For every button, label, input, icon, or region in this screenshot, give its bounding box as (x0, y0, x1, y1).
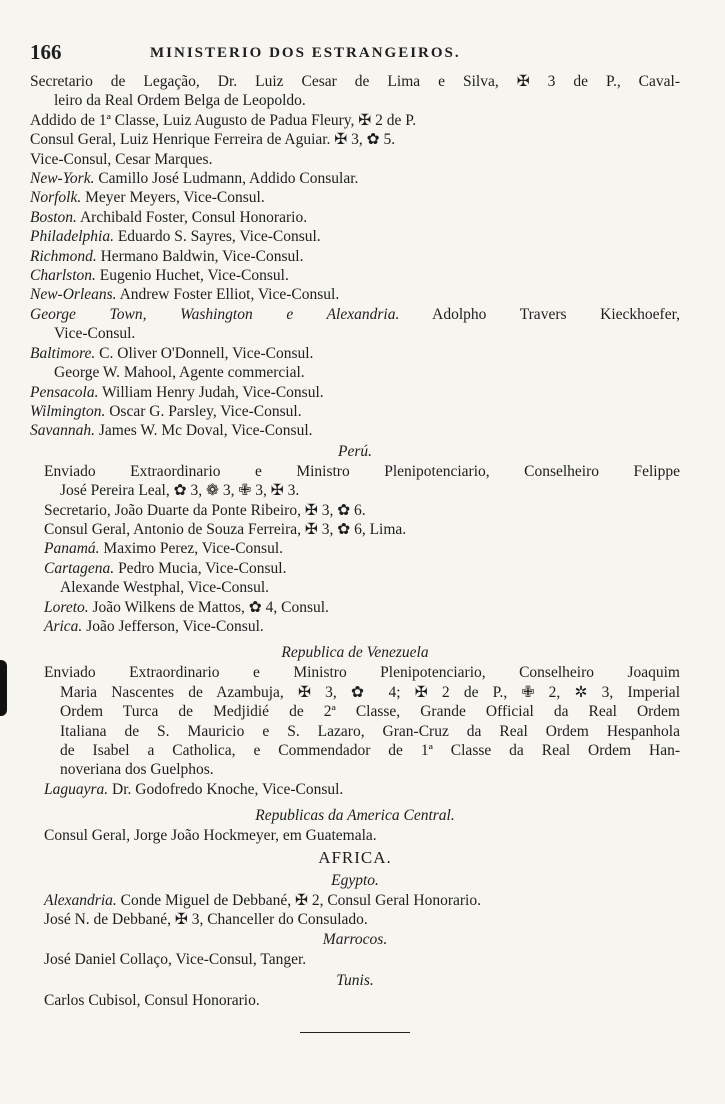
entry-text: Andrew Foster Elliot, Vice-Consul. (116, 286, 340, 304)
entry-text: Conde Miguel de Debbané, ✠ 2, Consul Geral Honorario. (116, 891, 481, 909)
text-line (30, 578, 680, 597)
central-america-entries (30, 826, 680, 845)
text-line (30, 559, 680, 578)
entry-text: Maria Nascentes de Azambuja, ✠ 3, ✿ 4; ✠ 2 de P., ✙ 2, ✲ 3, Imperial (60, 683, 680, 701)
entry-text: Maximo Perez, Vice-Consul. (99, 540, 284, 558)
entry-text: Meyer Meyers, Vice-Consul. (81, 189, 265, 207)
entry-text: Eduardo S. Sayres, Vice-Consul. (113, 228, 321, 246)
text-line (30, 150, 680, 169)
place-name: Baltimore. (30, 344, 96, 362)
peru-entries (30, 462, 680, 637)
entry-text: Pedro Mucia, Vice-Consul. (114, 559, 287, 577)
entry-text: Vice-Consul. (54, 325, 136, 343)
entry-text: José Daniel Collaço, Vice-Consul, Tanger. (44, 951, 307, 969)
text-line (30, 683, 680, 702)
entry-text: leiro da Real Ordem Belga de Leopoldo. (54, 92, 306, 110)
text-line (30, 741, 680, 760)
place-name: Pensacola. (30, 383, 99, 401)
section-heading-tunis: Tunis. (336, 971, 374, 989)
egypto-entries (30, 891, 680, 930)
text-line (30, 462, 680, 481)
entry-text: noveriana dos Guelphos. (60, 761, 214, 779)
text-line (30, 950, 680, 969)
text-line (30, 402, 680, 421)
text-line (30, 598, 680, 617)
place-name: Wilmington. (30, 402, 106, 420)
document-page (30, 40, 680, 1033)
text-line (30, 208, 680, 227)
end-rule (300, 1032, 410, 1033)
entry-text: Secretario de Legação, Dr. Luiz Cesar de Lima e Silva, ✠ 3 de P., Caval- (30, 73, 680, 90)
entry-text: Alexande Westphal, Vice-Consul. (60, 579, 270, 597)
entry-text: Dr. Godofredo Knoche, Vice-Consul. (108, 780, 344, 798)
entry-text: Addido de 1ª Classe, Luiz Augusto de Padua Fleury, ✠ 2 de P. (30, 111, 417, 129)
text-line (30, 826, 680, 845)
entry-text: Camillo José Ludmann, Addido Consular. (94, 170, 359, 188)
text-line (30, 663, 680, 682)
entry-text: Oscar G. Parsley, Vice-Consul. (105, 402, 302, 420)
entry-text: James W. Mc Doval, Vice-Consul. (95, 422, 313, 440)
text-line (30, 285, 680, 304)
place-name: Arica. (44, 617, 83, 635)
place-name: Charlston. (30, 267, 96, 285)
text-line (30, 363, 680, 382)
entry-text: William Henry Judah, Vice-Consul. (98, 383, 324, 401)
venezuela-entries (30, 663, 680, 799)
place-name: Alexandria. (44, 891, 117, 909)
text-line (30, 227, 680, 246)
entry-text: C. Oliver O'Donnell, Vice-Consul. (95, 344, 314, 362)
text-line (30, 169, 680, 188)
text-line (30, 344, 680, 363)
entry-text: Ordem Turca de Medjidié de 2ª Classe, Grande Official da Real Ordem (60, 703, 680, 721)
place-name: George Town, Washington e Alexandria. (30, 305, 400, 323)
entry-text: Enviado Extraordinario e Ministro Plenipotenciario, Conselheiro Felippe (44, 462, 680, 480)
text-line (30, 760, 680, 779)
place-name: Norfolk. (30, 189, 82, 207)
running-title: MINISTERIO DOS ESTRANGEIROS. (150, 45, 461, 61)
section-heading-marrocos: Marrocos. (322, 931, 388, 949)
text-line (30, 702, 680, 721)
text-line (30, 617, 680, 636)
entry-text: João Wilkens de Mattos, ✿ 4, Consul. (88, 598, 329, 616)
text-line (30, 539, 680, 558)
usa-entries (30, 72, 680, 441)
entry-text: José Pereira Leal, ✿ 3, ❁ 3, ✙ 3, ✠ 3. (60, 482, 300, 500)
entry-text: Archibald Foster, Consul Honorario. (76, 208, 308, 226)
entry-text: Consul Geral, Jorge João Hockmeyer, em Guatemala. (44, 827, 377, 845)
place-name: Panamá. (44, 540, 100, 558)
entry-text: Vice-Consul, Cesar Marques. (30, 150, 213, 168)
entry-text: Consul Geral, Luiz Henrique Ferreira de Aguiar. ✠ 3, ✿ 5. (30, 131, 396, 149)
text-line (30, 722, 680, 741)
entry-text: Hermano Baldwin, Vice-Consul. (96, 247, 304, 265)
text-line (30, 188, 680, 207)
text-line (30, 891, 680, 910)
place-name: Philadelphia. (30, 228, 114, 246)
tunis-entries (30, 991, 680, 1010)
text-line (30, 910, 680, 929)
marrocos-entries (30, 950, 680, 969)
text-line (30, 111, 680, 130)
text-line (30, 247, 680, 266)
text-line (30, 72, 680, 91)
section-heading-africa: AFRICA. (318, 847, 392, 867)
place-name: Boston. (30, 208, 77, 226)
entry-text: Secretario, João Duarte da Ponte Ribeiro, ✠ 3, ✿ 6. (44, 501, 366, 519)
section-heading-peru: Perú. (337, 442, 372, 460)
place-name: New-Orleans. (30, 286, 117, 304)
text-line (30, 324, 680, 343)
text-line (30, 91, 680, 110)
place-name: Loreto. (44, 598, 89, 616)
text-line (30, 305, 680, 324)
place-name: New-York. (30, 170, 95, 188)
section-heading-central-america: Republicas da America Central. (255, 807, 455, 825)
place-name: Richmond. (30, 247, 97, 265)
text-line (30, 481, 680, 500)
place-name: Cartagena. (44, 559, 115, 577)
section-heading-venezuela: Republica de Venezuela (281, 644, 429, 662)
text-line (30, 266, 680, 285)
page-header (30, 40, 680, 72)
entry-text: José N. de Debbané, ✠ 3, Chanceller do Consulado. (44, 911, 368, 929)
text-line (30, 501, 680, 520)
text-line (30, 383, 680, 402)
text-line (30, 421, 680, 440)
entry-text: George W. Mahool, Agente commercial. (54, 364, 305, 382)
entry-text: Eugenio Huchet, Vice-Consul. (95, 267, 289, 285)
ink-blot (0, 660, 7, 716)
entry-text: João Jefferson, Vice-Consul. (82, 617, 264, 635)
text-line (30, 130, 680, 149)
section-heading-egypto: Egypto. (331, 871, 379, 889)
entry-text: de Isabel a Catholica, e Commendador de 1ª Classe da Real Ordem Han- (60, 742, 680, 759)
place-name: Laguayra. (44, 780, 109, 798)
text-line (30, 520, 680, 539)
entry-text: Enviado Extraordinario e Ministro Plenipotenciario, Conselheiro Joaquim (44, 664, 680, 682)
text-line (30, 991, 680, 1010)
entry-text: Italiana de S. Mauricio e S. Lazaro, Gran-Cruz da Real Ordem Hespanhola (60, 722, 680, 740)
page-number: 166 (30, 40, 62, 64)
entry-text: Adolpho Travers Kieckhoefer, (399, 305, 680, 323)
place-name: Savannah. (30, 422, 96, 440)
entry-text: Consul Geral, Antonio de Souza Ferreira, ✠ 3, ✿ 6, Lima. (44, 520, 407, 538)
text-line (30, 780, 680, 799)
entry-text: Carlos Cubisol, Consul Honorario. (44, 991, 260, 1009)
